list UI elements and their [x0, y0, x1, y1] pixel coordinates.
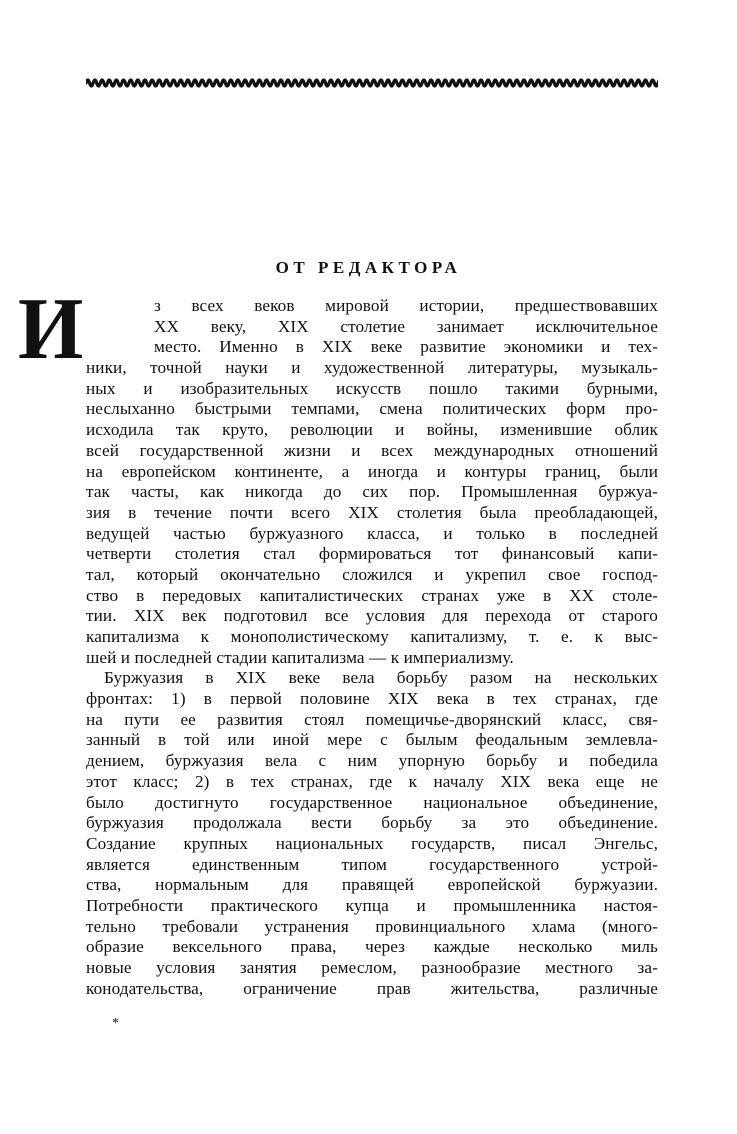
text-line: исходила так круто, революции и войны, изменившие облик — [86, 420, 658, 440]
wave-ornament — [86, 76, 658, 90]
page-mark: * — [112, 1016, 119, 1031]
text-line: з всех веков мировой истории, предшествовавших — [154, 296, 658, 315]
text-line: конодательства, ограничение прав жительства, различные — [86, 978, 658, 998]
text-line: было достигнуто государственное национальное объединение, — [86, 792, 658, 812]
text-line: ники, точной науки и художественной литературы, музыкаль- — [86, 358, 658, 378]
text-line: капитализма к монополистическому капитализму, т. е. к выс- — [86, 627, 658, 646]
text-line: четверти столетия стал формироваться тот финансовый капи- — [86, 544, 658, 564]
text-line: на европейском континенте, а иногда и контуры границ, были — [86, 461, 658, 481]
text-line: так часты, как никогда до сих пор. Промышленная буржуа- — [86, 482, 658, 502]
page-title: ОТ РЕДАКТОРА — [275, 258, 462, 277]
text-line: тельно требовали устранения провинциального хлама (много- — [86, 916, 658, 936]
text-line: ство в передовых капиталистических странах уже в XX столе- — [86, 585, 658, 605]
text-line: образие вексельного права, через каждые несколько миль — [86, 937, 658, 957]
text-line: дением, буржуазия вела с ним упорную борьбу и победила — [86, 751, 658, 771]
text-line: Потребности практического купца и промышленника настоя- — [86, 895, 658, 915]
text-line: зия в течение почти всего XIX столетия была преобладающей, — [86, 502, 658, 522]
text-line: на пути ее развития стоял помещичье-дворянский класс, свя- — [86, 709, 658, 729]
text-line: занный в той или иной мере с былым феодальным землевла- — [86, 730, 658, 750]
text-line: тии. XIX век подготовил все условия для перехода от старого — [86, 606, 658, 626]
text-line: XX веку, XIX столетие занимает исключительное — [154, 316, 658, 336]
paragraph-1 — [86, 296, 658, 668]
text-line: этот класс; 2) в тех странах, где к началу XIX века еще не — [86, 771, 658, 791]
text-line: фронтах: 1) в первой половине XIX века в тех странах, где — [86, 689, 658, 709]
text-line: место. Именно в XIX веке развитие экономики и тех- — [154, 337, 658, 357]
text-line: ведущей частью буржуазного класса, и только в последней — [86, 523, 658, 543]
text-line: новые условия занятия ремеслом, разнообразие местного за- — [86, 958, 658, 977]
text-line: Буржуазия в XIX веке вела борьбу разом на нескольких — [104, 668, 658, 688]
paragraph-2 — [86, 668, 658, 999]
text-line: буржуазия продолжала вести борьбу за это объединение. — [86, 813, 658, 833]
text-line: тал, который окончательно сложился и укрепил свое господ- — [86, 564, 658, 584]
text-line: неслыханно быстрыми темпами, смена политических форм про- — [86, 399, 658, 419]
body-text — [18, 280, 658, 999]
drop-cap: И — [18, 280, 84, 378]
text-line: всей государственной жизни и всех международных отношений — [86, 440, 658, 460]
text-line: ства, нормальным для правящей европейской буржуазии. — [86, 875, 658, 895]
text-line: ных и изобразительных искусств пошло такими бурными, — [86, 378, 658, 398]
text-line: является единственным типом государственного устрой- — [86, 854, 658, 874]
text-line: шей и последней стадии капитализма — к империализму. — [86, 647, 514, 667]
text-line: Создание крупных национальных государств, писал Энгельс, — [86, 833, 658, 853]
